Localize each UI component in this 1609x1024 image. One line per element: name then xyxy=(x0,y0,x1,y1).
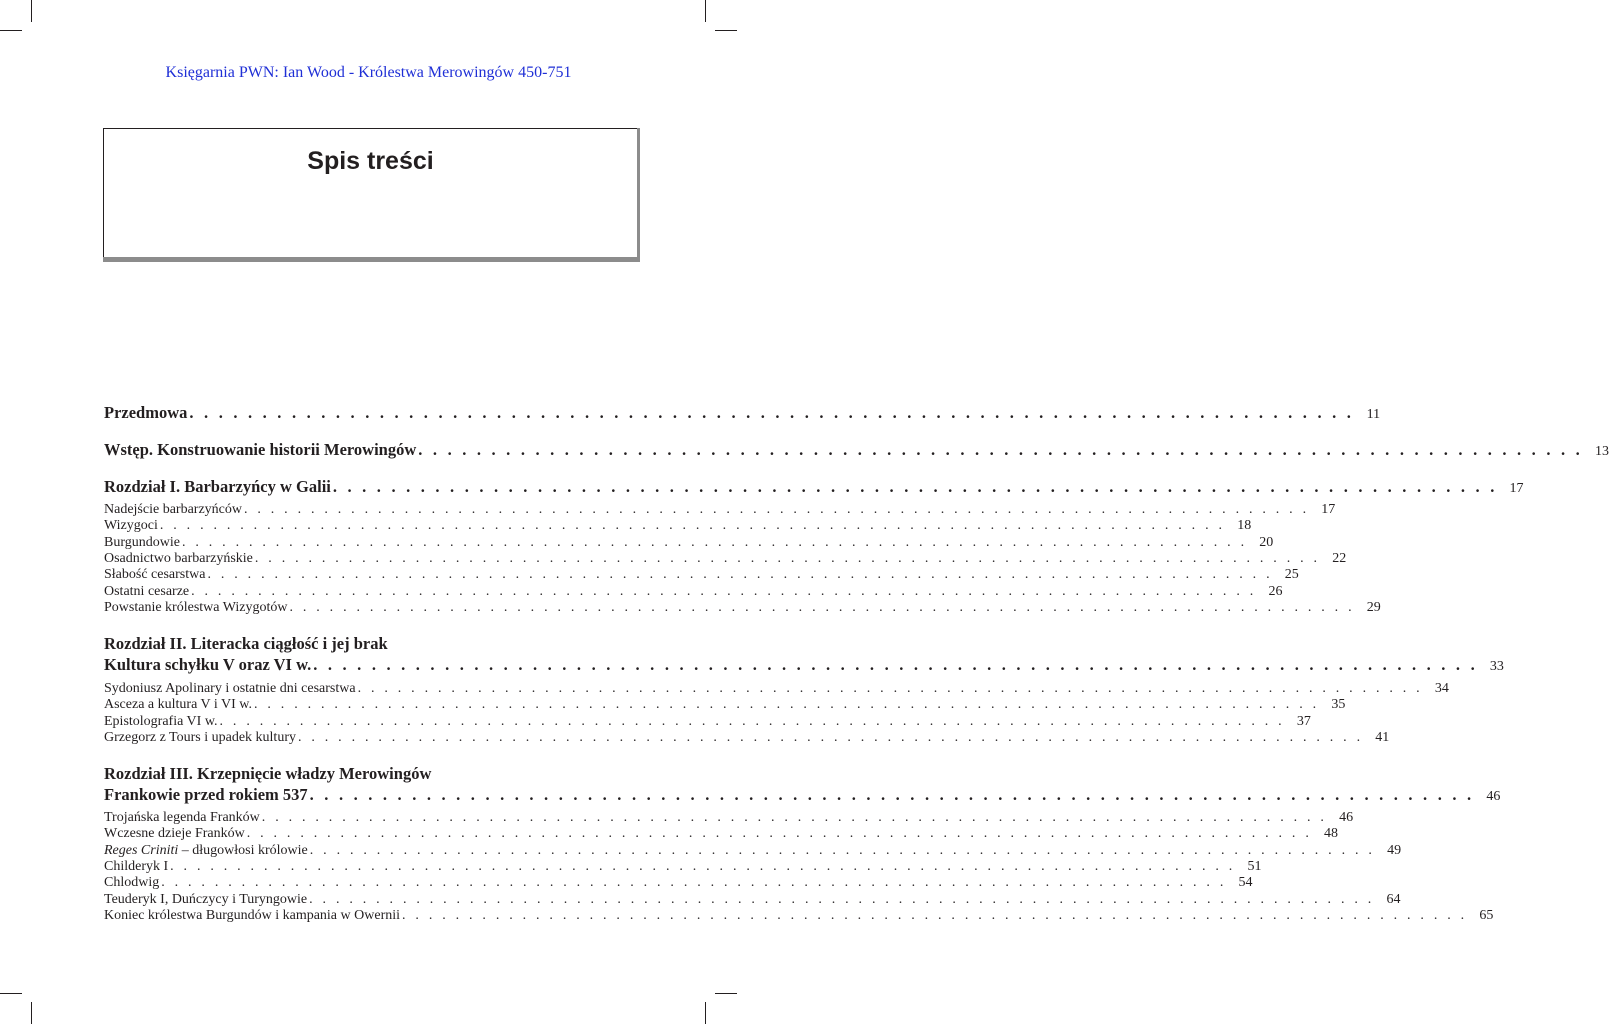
toc-page: 22 xyxy=(1332,550,1347,566)
toc-page: 11 xyxy=(1366,407,1381,422)
toc-page: 46 xyxy=(1339,810,1354,825)
page-title: Spis treści xyxy=(307,147,434,175)
toc-subentry xyxy=(104,875,1253,891)
toc-label: Przedmowa xyxy=(104,403,188,422)
toc-subentry xyxy=(104,842,1402,859)
toc-label: Sydoniusz Apolinary i ostatnie dni cesarstwa xyxy=(104,681,356,696)
toc-leader: . . . . . . . . . . . . . . . . . . . . . . . . . . . . . . . . . . . . . . . . . . . . . . . . . . . . . . . . . . . . . . . . . . . . . . . . . . . . . . . . xyxy=(289,599,1355,615)
title-box-shadow-bottom xyxy=(103,257,640,262)
toc-leader: . . . . . . . . . . . . . . . . . . . . . . . . . . . . . . . . . . . . . . . . . . . . . . . . . . . . . . . . . . . . . . . . . . . . . . . . . . . . . . . . xyxy=(243,502,1310,517)
toc-subentry xyxy=(104,599,1381,616)
toc-label: Grzegorz z Tours i upadek kultury xyxy=(104,729,296,745)
toc-leader: . . . . . . . . . . . . . . . . . . . . . . . . . . . . . . . . . . . . . . . . . . . . . . . . . . . . . . . . . . . . . . . . . . . . . . . . . . . . . . . . xyxy=(309,891,1375,907)
toc-leader: . . . . . . . . . . . . . . . . . . . . . . . . . . . . . . . . . . . . . . . . . . . . . . . . . . . . . . . . . . . . . . . . . . . . . . . . . . . . . . . . xyxy=(181,534,1248,550)
toc-subentry xyxy=(104,502,1336,518)
toc-leader: . . . . . . . . . . . . . . . . . . . . . . . . . . . . . . . . . . . . . . . . . . . . . . . . . . . . . . . . . . . . . . . . . . . . . . . . . . . . . . . . xyxy=(170,858,1236,874)
toc-leader: . . . . . . . . . . . . . . . . . . . . . . . . . . . . . . . . . . . . . . . . . . . . . . . . . . . . . . . . . . . . . . . . . . . . . . . . . . . . . . . . xyxy=(261,810,1328,825)
toc-leader: . . . . . . . . . . . . . . . . . . . . . . . . . . . . . . . . . . . . . . . . . . . . . . . . . . . . . . . . . . . . . . . . . . . . . . . . . . . . . . . . xyxy=(402,907,1468,923)
toc-page: 46 xyxy=(1486,789,1501,804)
toc-page: 17 xyxy=(1509,481,1524,496)
crop-mark xyxy=(715,993,737,994)
toc-page: 48 xyxy=(1324,826,1339,842)
toc-page: 26 xyxy=(1268,583,1283,599)
toc-leader: . . . . . . . . . . . . . . . . . . . . . . . . . . . . . . . . . . . . . . . . . . . . . . . . . . . . . . . . . . . . . . . . . . . . . . . . . . . . . . . . xyxy=(309,842,1376,858)
toc-label: Wizygoci xyxy=(104,518,158,534)
toc-label-rest: – długowłosi królowie xyxy=(178,842,308,858)
toc-subentry xyxy=(104,826,1339,842)
toc-subentry xyxy=(104,567,1299,583)
toc-page: 49 xyxy=(1387,842,1402,858)
toc-page: 34 xyxy=(1434,681,1449,696)
toc-label: Teuderyk I, Duńczycy i Turyngowie xyxy=(104,891,308,907)
toc-leader: . . . . . . . . . . . . . . . . . . . . . . . . . . . . . . . . . . . . . . . . . . . . . . . . . . . . . . . . . . . . . . . . . . . . . . . . . . . . . . . . xyxy=(332,477,1498,496)
crop-mark xyxy=(705,1002,706,1024)
toc-label: Rozdział I. Barbarzyńcy w Galii xyxy=(104,477,331,496)
toc-entry-rozdzial-1 xyxy=(104,477,1524,497)
toc-leader: . . . . . . . . . . . . . . . . . . . . . . . . . . . . . . . . . . . . . . . . . . . . . . . . . . . . . . . . . . . . . . . . . . . . . . . . . . . . . . . . xyxy=(219,713,1285,729)
toc-page: 65 xyxy=(1479,907,1494,923)
toc-label: Childeryk I xyxy=(104,858,169,874)
toc-label: Epistolografia VI w. xyxy=(104,713,218,729)
toc-label-italic: Reges Criniti xyxy=(104,842,179,858)
toc-page: 25 xyxy=(1284,567,1299,583)
toc-leader: . . . . . . . . . . . . . . . . . . . . . . . . . . . . . . . . . . . . . . . . . . . . . . . . . . . . . . . . . . . . . . . . . . . . . . . . . . . . . . . . xyxy=(357,681,1423,696)
crop-mark xyxy=(31,0,32,22)
toc-leader: . . . . . . . . . . . . . . . . . . . . . . . . . . . . . . . . . . . . . . . . . . . . . . . . . . . . . . . . . . . . . . . . . . . . . . . . . . . . . . . . xyxy=(191,583,1257,599)
toc-page: 18 xyxy=(1237,518,1252,534)
toc-subentry xyxy=(104,583,1283,600)
toc-label: Frankowie przed rokiem 537 xyxy=(104,785,308,804)
toc-leader: . . . . . . . . . . . . . . . . . . . . . . . . . . . . . . . . . . . . . . . . . . . . . . . . . . . . . . . . . . . . . . . . . . . . . . . . . . . . . . . . xyxy=(159,518,1226,534)
toc-leader: . . . . . . . . . . . . . . . . . . . . . . . . . . . . . . . . . . . . . . . . . . . . . . . . . . . . . . . . . . . . . . . . . . . . . . . . . . . . . . . . xyxy=(254,550,1321,566)
toc-subentry xyxy=(104,534,1274,551)
toc-label: Powstanie królestwa Wizygotów xyxy=(104,599,288,615)
toc-leader: . . . . . . . . . . . . . . . . . . . . . . . . . . . . . . . . . . . . . . . . . . . . . . . . . . . . . . . . . . . . . . . . . . . . . . . . . . . . . . . . xyxy=(246,826,1313,842)
toc-subentry xyxy=(104,810,1354,826)
toc-page: 41 xyxy=(1375,729,1390,745)
toc-label: Ostatni cesarze xyxy=(104,583,190,599)
toc-label: Wstęp. Konstruowanie historii Merowingów xyxy=(104,440,417,459)
toc-label: Słabość cesarstwa xyxy=(104,567,206,583)
title-box-shadow-right xyxy=(637,128,640,262)
toc-page: 51 xyxy=(1247,858,1262,874)
crop-mark xyxy=(0,30,22,31)
toc-leader: . . . . . . . . . . . . . . . . . . . . . . . . . . . . . . . . . . . . . . . . . . . . . . . . . . . . . . . . . . . . . . . . . . . . . . . . . . . . . . . . xyxy=(309,785,1475,804)
toc-label: Chlodwig xyxy=(104,875,160,891)
toc-page: 54 xyxy=(1238,875,1253,891)
toc-subentry xyxy=(104,518,1252,534)
toc-leader: . . . . . . . . . . . . . . . . . . . . . . . . . . . . . . . . . . . . . . . . . . . . . . . . . . . . . . . . . . . . . . . . . . . . . . . . . . . . . . . . xyxy=(418,440,1583,459)
toc-subentry xyxy=(104,891,1401,908)
toc-label: Asceza a kultura V i VI w. xyxy=(104,697,252,713)
toc-subentry xyxy=(104,713,1311,730)
toc-page: 17 xyxy=(1321,502,1336,517)
toc-label: Nadejście barbarzyńców xyxy=(104,502,242,517)
toc-leader: . . . . . . . . . . . . . . . . . . . . . . . . . . . . . . . . . . . . . . . . . . . . . . . . . . . . . . . . . . . . . . . . . . . . . . . . . . . . . . . . xyxy=(297,729,1364,745)
toc-page: 37 xyxy=(1296,713,1311,729)
toc-page: 29 xyxy=(1366,599,1381,615)
toc-label: Wczesne dzieje Franków xyxy=(104,826,245,842)
toc-label xyxy=(104,843,310,859)
toc-page: 20 xyxy=(1259,534,1274,550)
toc-entry-przedmowa xyxy=(104,403,1381,423)
toc-leader: . . . . . . . . . . . . . . . . . . . . . . . . . . . . . . . . . . . . . . . . . . . . . . . . . . . . . . . . . . . . . . . . . . . . . . . . . . . . . . . . xyxy=(254,697,1320,713)
crop-mark xyxy=(705,0,706,22)
toc-entry-rozdzial-3 xyxy=(104,785,1501,805)
toc-subentry xyxy=(104,858,1262,875)
toc-label: Kultura schyłku V oraz VI w. xyxy=(104,655,312,674)
toc-label: Koniec królestwa Burgundów i kampania w Owernii xyxy=(104,907,401,923)
toc-subentry xyxy=(104,697,1346,713)
crop-mark xyxy=(31,1002,32,1024)
toc-label: Burgundowie xyxy=(104,534,180,550)
toc-subentry xyxy=(104,681,1449,697)
toc-label: Osadnictwo barbarzyńskie xyxy=(104,550,253,566)
toc-page: 35 xyxy=(1331,697,1346,713)
toc-page: 64 xyxy=(1386,891,1401,907)
toc-leader: . . . . . . . . . . . . . . . . . . . . . . . . . . . . . . . . . . . . . . . . . . . . . . . . . . . . . . . . . . . . . . . . . . . . . . . . . . . . . . . . xyxy=(189,403,1355,422)
toc-leader: . . . . . . . . . . . . . . . . . . . . . . . . . . . . . . . . . . . . . . . . . . . . . . . . . . . . . . . . . . . . . . . . . . . . . . . . . . . . . . . . xyxy=(207,567,1273,583)
toc-subentry xyxy=(104,550,1347,567)
toc-leader: . . . . . . . . . . . . . . . . . . . . . . . . . . . . . . . . . . . . . . . . . . . . . . . . . . . . . . . . . . . . . . . . . . . . . . . . . . . . . . . . xyxy=(161,875,1227,891)
toc-page: 33 xyxy=(1489,659,1504,674)
crop-mark xyxy=(715,30,737,31)
header-link[interactable]: Księgarnia PWN: Ian Wood - Królestwa Merowingów 450-751 xyxy=(165,64,572,81)
toc-chapter-heading-3: Rozdział III. Krzepnięcie władzy Merowingów xyxy=(104,764,432,783)
toc-page: 13 xyxy=(1594,444,1609,459)
crop-mark xyxy=(0,993,22,994)
toc-entry-rozdzial-2 xyxy=(104,655,1504,675)
toc-entry-wstep xyxy=(104,440,1609,460)
title-box xyxy=(103,128,638,257)
toc-label: Trojańska legenda Franków xyxy=(104,810,260,825)
toc-chapter-heading-2: Rozdział II. Literacka ciągłość i jej brak xyxy=(104,634,388,653)
toc-subentry xyxy=(104,729,1390,746)
toc-subentry xyxy=(104,907,1494,924)
toc-leader: . . . . . . . . . . . . . . . . . . . . . . . . . . . . . . . . . . . . . . . . . . . . . . . . . . . . . . . . . . . . . . . . . . . . . . . . . . . . . . . . xyxy=(313,655,1478,674)
